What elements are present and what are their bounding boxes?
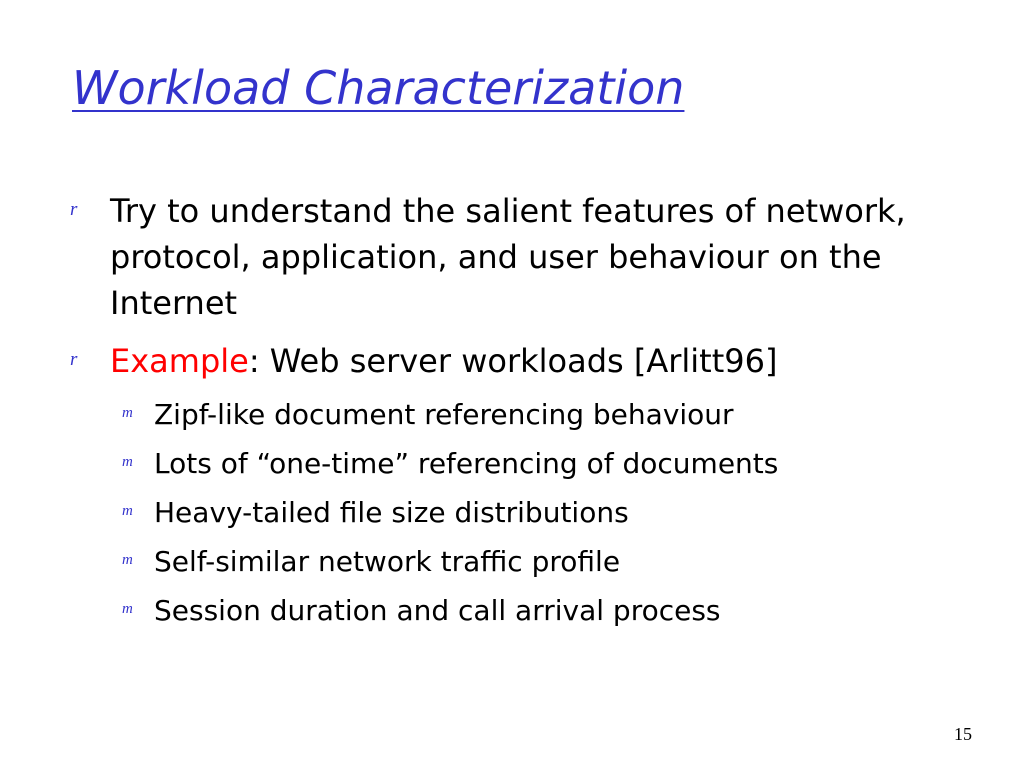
bullet-marker: r <box>70 199 78 220</box>
slide-title: Workload Characterization <box>72 61 685 115</box>
bullet-text <box>110 338 910 384</box>
sub-bullet-text: Self-similar network traffic profile <box>154 545 621 578</box>
example-description: : Web server workloads [Arlitt96] <box>248 342 778 380</box>
bullet-text: Try to understand the salient features of network, protocol, application, and user behaviour on the Internet <box>110 192 906 322</box>
sub-bullet-marker: m <box>122 454 133 470</box>
sub-bullet-text: Zipf-like document referencing behaviour <box>154 398 734 431</box>
example-highlight: Example <box>110 342 249 380</box>
sub-bullet-text: Heavy-tailed file size distributions <box>154 496 629 529</box>
sub-bullet-text: Lots of “one-time” referencing of documents <box>154 447 779 480</box>
sub-bullet-text: Session duration and call arrival process <box>154 594 721 627</box>
sub-bullet-marker: m <box>122 405 133 421</box>
sub-bullet-marker: m <box>122 601 133 617</box>
sub-bullet-marker: m <box>122 503 133 519</box>
page-number: 15 <box>954 724 972 744</box>
sub-bullet-marker: m <box>122 552 133 568</box>
bullet-marker: r <box>70 349 78 370</box>
